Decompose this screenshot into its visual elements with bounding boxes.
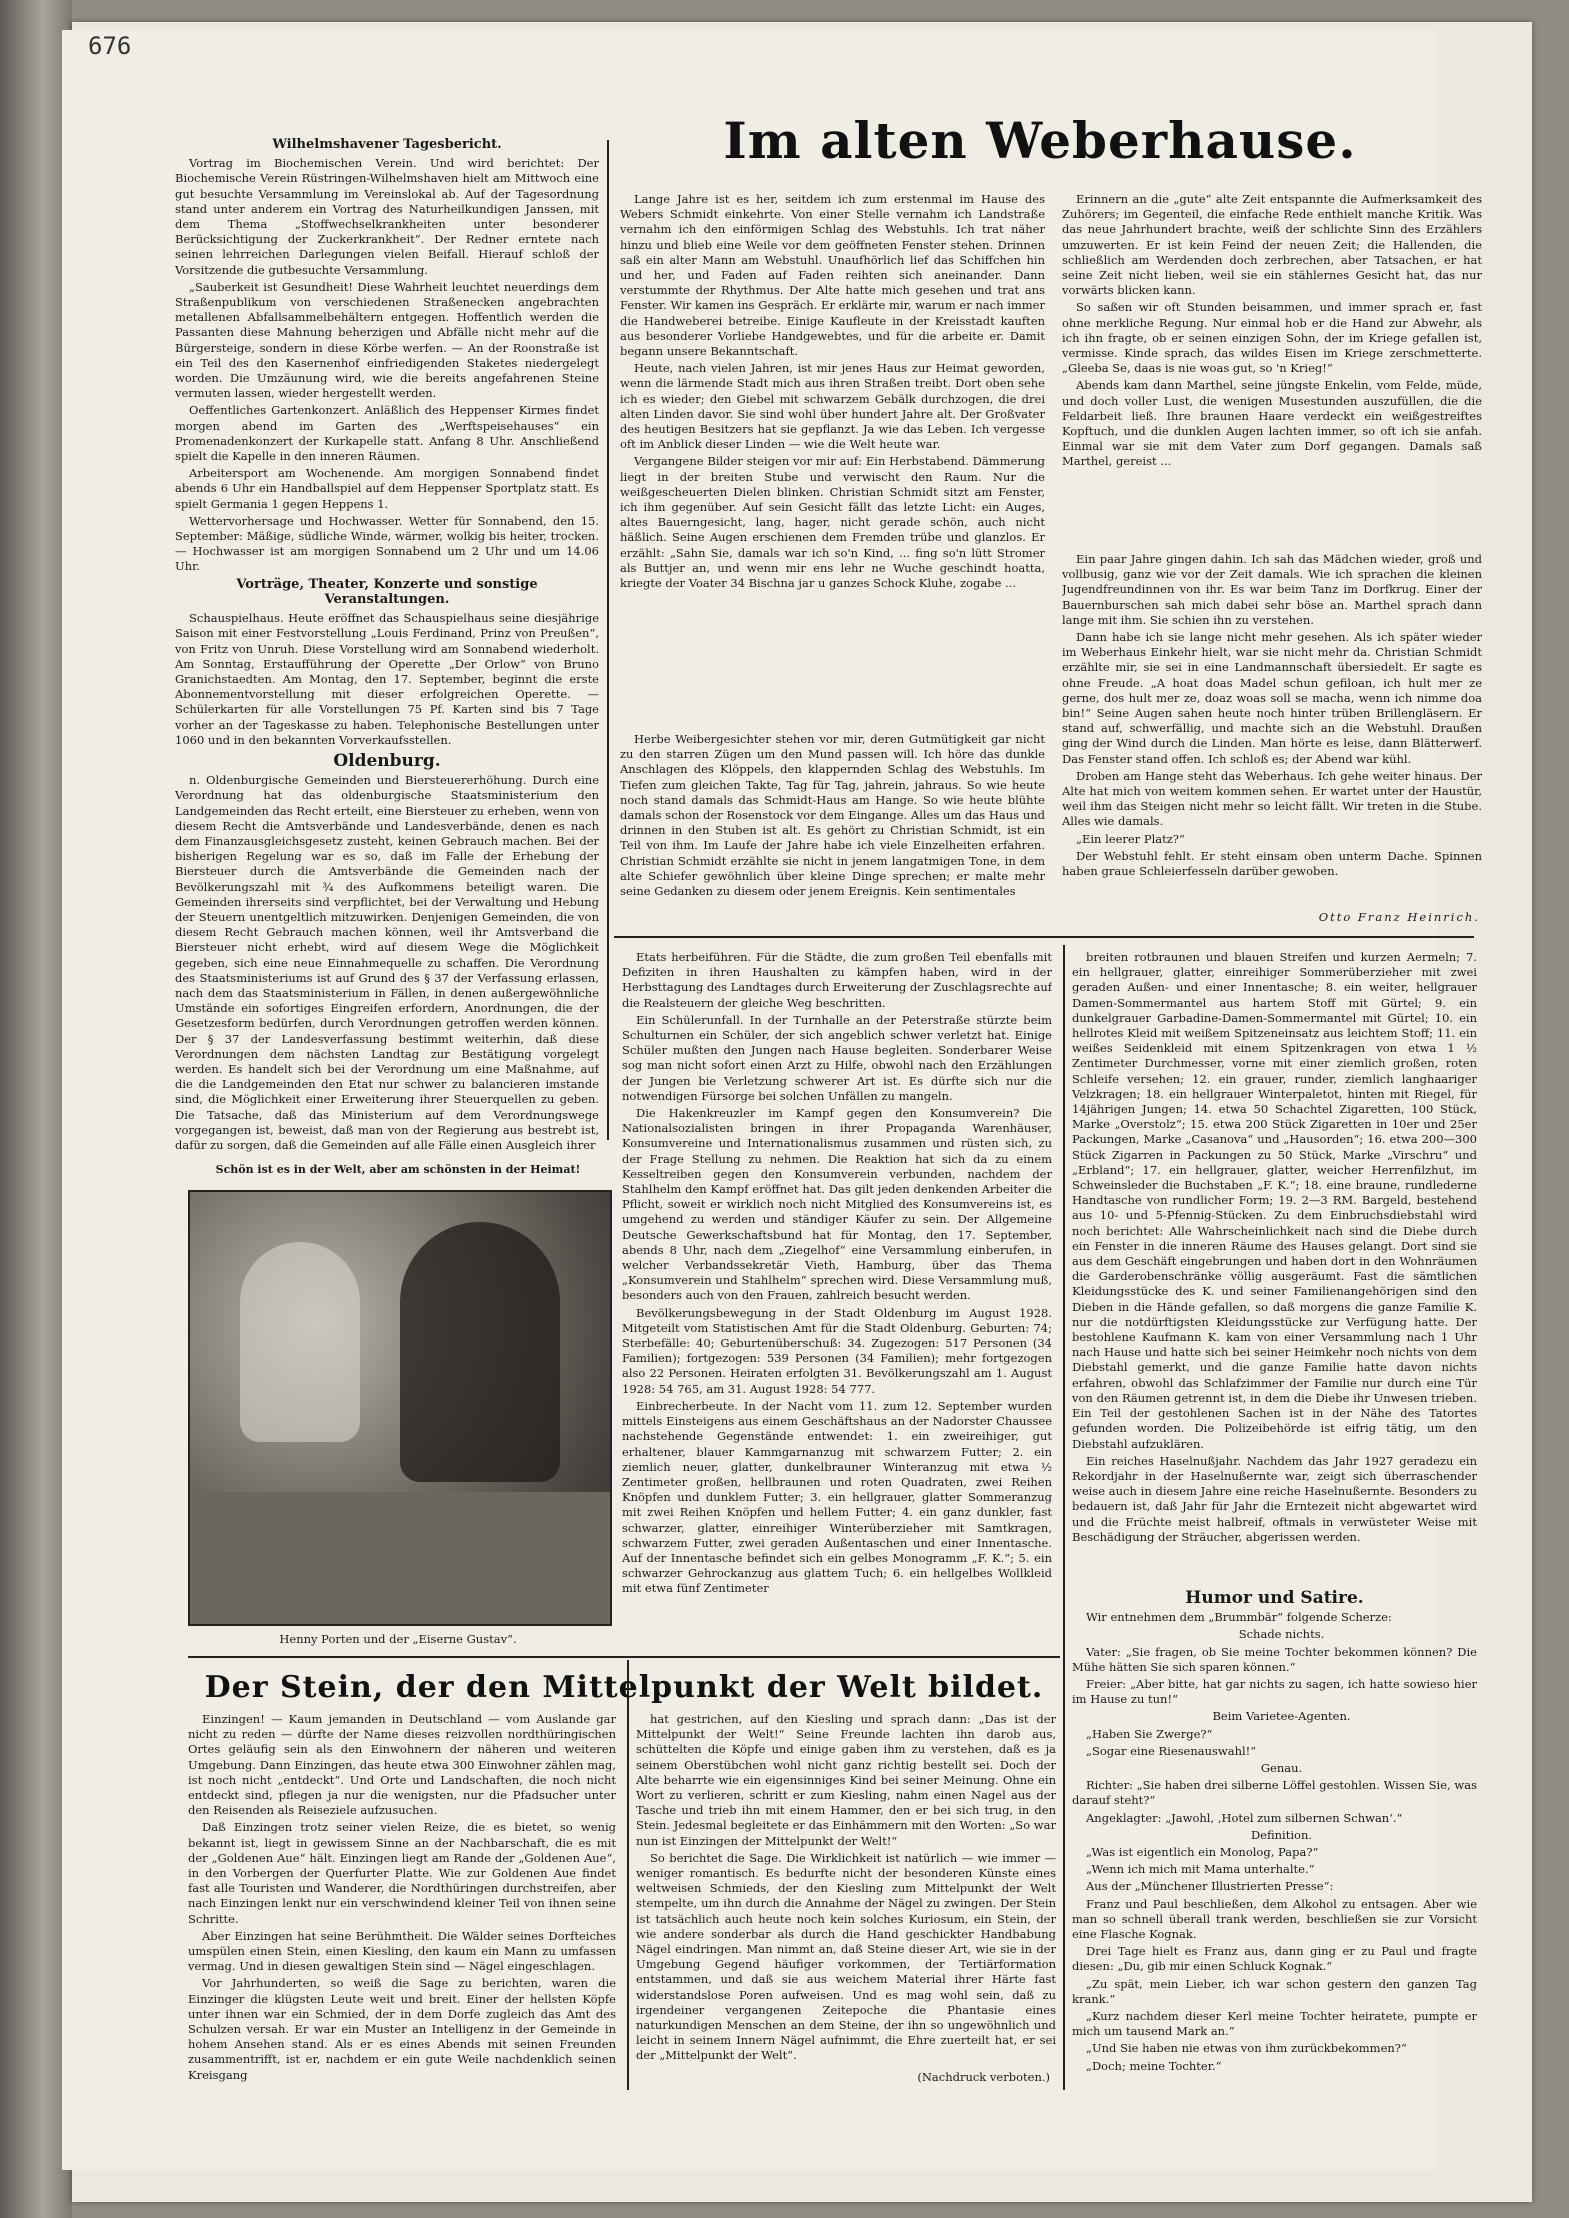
article-paragraph: Bevölkerungsbewegung in der Stadt Oldenburg im August 1928. Mitgeteilt vom Statistischen Amt für die Stadt Oldenburg. Geburten: 74; Sterbefälle: 40; Geburtenüberschuß: 34. Zugezogen: 517 Personen (34 Familien); fortgezogen: 539 Personen (34 Familien); mehr fortgezogen also 22 Personen. Heiraten erfolgten 31. Bevölkerungszahl am 1. August 1928: 54 765, am 31. August 1928: 54 777. [622,1305,1052,1396]
article-paragraph: Vergangene Bilder steigen vor mir auf: Ein Herbstabend. Dämmerung liegt in der breiten Stube und verwischt den Raum. Nur die weißgescheuerten Dielen blinken. Christian Schmidt sitzt am Fenster, ich ihm gegenüber. Auf sein Gesicht fällt das letzte Licht: ein Auges, altes Bauerngesicht, lang, hager, nicht gerade schön, auch nicht häßlich. Seine Augen erschienen dem Fremden trübe und glanzlos. Er erzählt: „Sahn Sie, damals war ich so'n Kind, ... fing so'n lütt Stromer als Buttjer an, und wenn mir ens lehr ne Wuche geschindt hoatta, kriegte der Voater 34 Bischna jar u ganzes Schock Kluhe, zogabe ... [620,454,1045,591]
photo-caption: Henny Porten und der „Eiserne Gustav“. [279,1632,517,1646]
humor-line: Franz und Paul beschließen, dem Alkohol zu entsagen. Aber wie man so schnell überall trank werden, beschließen sie zur Vorsicht eine Flasche Kognak. [1072,1896,1477,1942]
humor-line: Richter: „Sie haben drei silberne Löffel gestohlen. Wissen Sie, was darauf steht?“ [1072,1778,1477,1808]
author-signature: Otto Franz Heinrich. [1318,910,1480,924]
article-paragraph: Lange Jahre ist es her, seitdem ich zum erstenmal im Hause des Webers Schmidt einkehrte. Von einer Stelle vernahm ich Landstraße vernahm ich den einförmigen Schlag des Webstuhls. Ich trat näher hinzu und blieb eine Weile vor dem geöffneten Fenster stehen. Drinnen saß ein alter Mann am Webstuhl. Unaufhörlich lief das Schiffchen hin und her, und Faden auf Faden reihten sich aneinander. Dann verstummte der Rhythmus. Der Alte hatte mich gesehen und trat ans Fenster. Wir kamen ins Gespräch. Er erklärte mir, warum er nach immer die Handweberei betreibe. Einige Kaufleute in der Kreisstadt kauften aus besonderer Vorliebe Handgewebtes, und für die arbeite er. Damit begann unsere Bekanntschaft. [620,192,1045,359]
humor-line: Vater: „Sie fragen, ob Sie meine Tochter bekommen können? Die Mühe hätten Sie sich sparen können.“ [1072,1644,1477,1674]
humor-subhead: Definition. [1250,1827,1313,1842]
article-paragraph: Herbe Weibergesichter stehen vor mir, deren Gutmütigkeit gar nicht zu den starren Zügen um den Mund passen will. Ich höre das dunkle Anschlagen des Klöppels, den klappernden Schlag des Webstuhls. Im Tiefen zum gleichen Takte, Tag für Tag, jahrein, jahraus. So wie heute noch stand damals das Schmidt-Haus am Hange. So wie heute blühte damals schon der Rosenstock vor dem Eingange. Alles um das Haus und drinnen in den Stuben ist alt. Es gehört zu Christian Schmidt, ist ein Teil von ihm. Im Laufe der Jahre habe ich viele Einzelheiten erfahren. Christian Schmidt erzählte sie nicht in jenem langatmigen Tone, in dem alte Schiefer gewöhnlich über kleine Dinge sprechen; er malte mehr seine Gedanken zu diesem oder jenem Ereignis. Kein sentimentales [620,732,1045,899]
article-paragraph: So saßen wir oft Stunden beisammen, und immer sprach er, fast ohne merkliche Regung. Nur einmal hob er die Hand zur Abwehr, als ich ihn fragte, ob er seinen einzigen Sohn, der im Kriege gefallen ist, vermisse. Kinde sprach, das wildes Eisen im Kriege zerschmetterte. „Gleeba Se, daas is nie woas gut, so 'n Krieg!“ [1062,300,1482,376]
page-number: 676 [88,32,132,60]
humor-line: „Sogar eine Riesenauswahl!“ [1086,1743,1257,1758]
stein-title: Der Stein, der den Mittelpunkt der Welt bildet. [204,1670,1044,1705]
humor-line: „Und Sie haben nie etwas von ihm zurückbekommen?“ [1086,2041,1407,2056]
article-paragraph: Abends kam dann Marthel, seine jüngste Enkelin, vom Felde, müde, und doch voller Lust, die wenigen Musestunden auszufüllen, die die Feldarbeit ließ. Ihre braunen Haare verdeckt ein weißgestreiftes Kopftuch, und die dunklen Augen lachten immer, so oft ich sie anfah. Einmal war sie mit dem Vater zum Dorf gegangen. Damals saß Marthel, gereist ... [1062,378,1482,469]
humor-line: Angeklagter: „Jawohl, ‚Hotel zum silbernen Schwan‘.“ [1086,1810,1403,1825]
article-paragraph: „Ein leerer Platz?“ [1076,831,1185,846]
section-rule [188,1656,1060,1658]
article-paragraph: n. Oldenburgische Gemeinden und Biersteuererhöhung. Durch eine Verordnung hat das oldenburgische Staatsministerium den Landgemeinden das Recht erteilt, eine Biersteuer zu erheben, wenn von diesem Recht die Amtsverbände und Landesverbände, denen es nach dem Finanzausgleichsgesetz zusteht, keinen Gebrauch machen. Bei der bisherigen Regelung war es so, daß im Falle der Erhebung der Biersteuer durch die Amtsverbände die Gemeinden nach der Bevölkerungszahl mit ¾ des Aufkommens beteiligt waren. Die Gemeinden ihrerseits sind verpflichtet, bei der Verwaltung und Hebung der Steuern unentgeltlich mitzuwirken. Denjenigen Gemeinden, die von diesem Recht Gebrauch machen können, weil ihr Amtsverband die Biersteuer nicht erhebt, wird auf diesem Wege die Möglichkeit gegeben, sich eine neue Einnahmequelle zu schaffen. Die Verordnung des Staatsministeriums ist auf Grund des § 37 der Verfassung erlassen, nach dem das Staatsministerium in Fällen, in denen außergewöhnliche Umstände ein sofortiges Eingreifen erfordern, Anordnungen, die der Gesetzesform bedürfen, durch Verordnungen getroffen werden können. Der § 37 der Landesverfassung bestimmt weiterhin, daß diese Verordnungen dem nächsten Landtag zur Bestätigung vorgelegt werden. Es handelt sich bei der Verordnung um eine Maßnahme, auf die die Landgemeinden den Etat nur schwer zu balancieren imstande sind, die Möglichkeit einer Erweiterung ihrer Steuerquellen zu geben. Die Tatsache, daß das Ministerium auf dem Verordnungswege vorgegangen ist, beweist, daß man von der Regierung aus bestrebt ist, dafür zu sorgen, daß die Gemeinden auf alle Fälle einen Ausgleich ihrer [175,773,599,1152]
humor-line: Aus der „Münchener Illustrierten Presse“: [1086,1879,1334,1894]
humor-line: Freier: „Aber bitte, hat gar nichts zu sagen, ich hatte sowieso hier im Hause zu tun!“ [1072,1677,1477,1707]
stein-col-1 [188,1712,616,2090]
article-paragraph: Vortrag im Biochemischen Verein. Und wird berichtet: Der Biochemische Verein Rüstringen-Wilhelmshaven hielt am Mittwoch eine gut besuchte Versammlung im Vereinslokal ab. Auf der Tagesordnung stand unter anderem ein Vortrag des Naturheilkundigen Janssen, mit dem Thema „Stoffwechselkrankheiten unter besonderer Berücksichtigung der Zuckerkrankheit“. Der Redner erntete nach seinen lehrreichen Darlegungen vielen Beifall. Hierauf schloß der Vorsitzende die gutbesuchte Versammlung. [175,156,599,277]
article-paragraph: Aber Einzingen hat seine Berühmtheit. Die Wälder seines Dorfteiches umspülen einen Stein, einen Kiesling, den kaum ein Mann zu umfassen vermag. Und in diesen gewaltigen Stein sind — Nägel eingeschlagen. [188,1928,616,1974]
article-paragraph: Einbrecherbeute. In der Nacht vom 11. zum 12. September wurden mittels Einsteigens aus einem Geschäftshaus an der Nadorster Chaussee nachstehende Gegenstände entwendet: 1. ein zweireihiger, gut erhaltener, blauer Kammgarnanzug mit schwarzem Futter; 2. ein ziemlich neuer, glatter, dunkelbrauner Winteranzug mit etwa ½ Zentimeter großen, hellbraunen und roten Quadraten, zwei Reihen Knöpfen und dunklem Futter; 3. ein hellgrauer, glatter Sommeranzug mit zwei Reihen Knöpfen und hellem Futter; 4. ein ganz dunkler, fast schwarzer, glatter, einreihiger Winterüberzieher mit Samtkragen, schwarzem Futter, zwei geraden Außentaschen und einer Innentasche. Auf der Innentasche befindet sich ein gelbes Monogramm „F. K.“; 5. ein schwarzer Gehrockanzug aus glattem Tuch; 6. ein hellgelbes Wollkleid mit etwa fünf Zentimeter [622,1398,1052,1596]
photo-henny-porten [188,1190,612,1626]
section-rule [614,936,1474,938]
photo-table [190,1492,610,1624]
article-paragraph: Wettervorhersage und Hochwasser. Wetter für Sonnabend, den 15. September: Mäßige, südliche Winde, wärmer, wolkig bis heiter, trocken. — Hochwasser ist am morgigen Sonnabend um 2 Uhr und um 14.06 Uhr. [175,513,599,574]
feature-col-1 [620,192,1045,732]
feature-title: Im alten Weberhause. [723,111,1357,170]
humor-line: „Kurz nachdem dieser Kerl meine Tochter heiratete, pumpte er mich um tausend Mark an.“ [1072,2009,1477,2039]
stein-col-2 [636,1712,1056,2067]
stein-footer: (Nachdruck verboten.) [917,2070,1050,2084]
left-column [175,135,599,1155]
article-paragraph: Schauspielhaus. Heute eröffnet das Schauspielhaus seine diesjährige Saison mit einer Festvorstellung „Louis Ferdinand, Prinz von Preußen“, von Fritz von Unruh. Diese Vorstellung wird am Sonnabend wiederholt. Am Sonntag, Erstaufführung der Operette „Der Orlow“ von Bruno Granichstaedten. Am Montag, den 17. September, beginnt die erste Abonnementvorstellung mit dieser erfolgreichen Operette. — Schülerkarten für alle Vorstellungen 75 Pf. Karten sind bis 7 Tage vorher an der Tageskasse zu haben. Telephonische Bestellungen unter 1060 und in den bekannten Vorverkaufsstellen. [175,611,599,747]
oldenburg-header: Oldenburg. [333,750,441,771]
humor-line: Drei Tage hielt es Franz aus, dann ging er zu Paul und fragte diesen: „Du, gib mir einen Schluck Kognak.“ [1072,1944,1477,1974]
humor-line: „Haben Sie Zwerge?“ [1086,1726,1213,1741]
article-paragraph: Ein reiches Haselnußjahr. Nachdem das Jahr 1927 geradezu ein Rekordjahr in der Haselnußernte war, zeigt sich überraschender weise auch in diesem Jahre eine reiche Haselnußernte. Besonders zu bedauern ist, daß Jahr für Jahr die Erntezeit nicht abgewartet wird und die Früchte meist halbreif, oftmals in verwüsteter Weise mit Beschädigung der Sträucher, abgerissen werden. [1072,1453,1477,1544]
photo-figure-man [400,1222,560,1482]
article-paragraph: Arbeitersport am Wochenende. Am morgigen Sonnabend findet abends 6 Uhr ein Handballspiel auf dem Heppenser Sportplatz statt. Es spielt Germania 1 gegen Heppens 1. [175,466,599,511]
article-paragraph: breiten rotbraunen und blauen Streifen und kurzen Aermeln; 7. ein hellgrauer, glatter, einreihiger Sommerüberzieher mit zwei geraden Außen- und einer Innentasche; 8. ein weiter, hellgrauer Damen-Sommermantel aus hartem Stoff mit Gürtel; 9. ein dunkelgrauer Garbadine-Damen-Sommermantel mit Gürtel; 10. ein hellrotes Kleid mit weißem Spitzeneinsatz aus leichtem Stoff; 11. ein weißes Seidenkleid mit einem Spitzenkragen von etwa 1 ½ Zentimeter Durchmesser, vorne mit einer ziemlich großen, roten Schleife versehen; 12. ein grauer, runder, ziemlich langhaariger Velzkragen; 18. ein hellgrauer Winterpaletot, hinten mit Riegel, für 14jährigen Jungen; 14. etwa 50 Schachtel Zigaretten, 100 Stück, Marke „Overstolz“; 15. etwa 200 Stück Zigaretten in 10er und 25er Packungen, Marke „Casanova“ und „Hausorden“; 16. etwa 200—300 Stück Zigarren in Packungen zu 50 Stück, Marke „Virschru“ und „Erbland“; 17. ein hellgrauer, glatter, weicher Herrenfilzhut, im Schweinsleder die Buchstaben „F. K.“; 18. eine braune, rundlederne Handtasche von rundlicher Form; 19. 2—3 RM. Bargeld, bestehend aus 10- und 5-Pfennig-Stücken. Zu dem Einbruchsdiebstahl wird noch berichtet: Alle Wahrscheinlichkeit nach sind die Diebe durch ein Fenster in die inneren Räume des Hauses gelangt. Dort sind sie aus dem Geschäft eingebrungen und haben dort in den Wohnräumen die Garderobenschränke völlig ausgeräumt. Fast die sämtlichen Kleidungsstücke des K. und seiner Familienangehörigen sind den Dieben in die Hände gefallen, so daß morgens die ganze Familie K. nur die notdürftigsten Kleidungsstücke zur Verfügung hatte. Der bestohlene Kaufmann K. kam von einer Versammlung nach 1 Uhr nach Hause und hatte sich bei seiner Heimkehr noch nichts von dem Diebstahl gemerkt, und die ganze Familie hatte davon nichts erfahren, obwohl das Schlafzimmer der Familie nur durch eine Tür von den Räumen getrennt ist, in dem die Diebe ihr Unwesen trieben. Ein Teil der gestohlenen Sachen ist in der Nähe des Tatortes gefunden worden. Die Polizeibehörde ist eifrig tätig, um den Diebstahl aufzuklären. [1072,950,1477,1451]
article-paragraph: Erinnern an die „gute“ alte Zeit entspannte die Aufmerksamkeit des Zuhörers; im Gegenteil, die einfache Rede enthielt manche Kritik. Was das neue Jahrhundert brachte, weiß der schlichte Sinn des Erzählers umzuwerten. Er ist kein Feind der neuen Zeit; die Hallenden, die schließlich am Werdenden doch zerbrechen, aber Tatsachen, er hat seine Zeit nicht lieben, weil sie ein stählernes Gesicht hat, das nur vorwärts blicken kann. [1062,192,1482,298]
section-header: Wilhelmshavener Tagesbericht. [272,137,502,152]
feature-col-4 [1062,552,1482,907]
article-paragraph: Droben am Hange steht das Weberhaus. Ich gehe weiter hinaus. Der Alte hat mich von weitem kommen sehen. Er wartet unter der Haustür, weil ihm das Steigen nicht mehr so leicht fällt. Wir treten in die Stube. Alles wie damals. [1062,768,1482,829]
article-paragraph: Ein Schülerunfall. In der Turnhalle an der Peterstraße stürzte beim Schulturnen ein Schüler, der sich angeblich schwer verletzt hat. Einige Schüler mußten den Jungen nach Hause begleiten. Sonderbarer Weise sog man nicht sofort einen Arzt zu Hilfe, obwohl nach den Erzählungen der Jungen bie Verletzung schwerer Art ist. Es dürfte sich nur die notwendigen Fürsorge bei solchen Unfällen zu mangeln. [622,1012,1052,1103]
right-column [1072,950,1477,1590]
article-paragraph: Vor Jahrhunderten, so weiß die Sage zu berichten, waren die Einzinger die klügsten Leute weit und breit. Einer der hellsten Köpfe unter ihnen war ein Schmied, der in dem Dorfe zugleich das Amt des Schulzen versah. Er war ein Muster an Intelligenz in der Gemeinde in hohem Ansehen stand. Als er es eines Abends mit seinen Freunden zusammentrifft, ist er, nachdem er ein gute Weile nachdenklich seinen Kreisgang [188,1976,616,2082]
article-paragraph: Einzingen! — Kaum jemanden in Deutschland — vom Auslande gar nicht zu reden — dürfte der Name dieses reizvollen nordthüringischen Ortes geläufig sein als den Einwohnern der näheren und weiteren Umgebung. Dann Einzingen, das heute etwa 300 Einwohner zählen mag, ist noch nicht „entdeckt“. Und Orte und Landschaften, die noch nicht entdeckt sind, pflegen ja nur die wenigsten, nur die Pfadsucher unter den Reisenden als Reiseziele aufzusuchen. [188,1712,616,1818]
article-paragraph: Dann habe ich sie lange nicht mehr gesehen. Als ich später wieder im Weberhaus Einkehr hielt, war sie nicht mehr da. Christian Schmidt erzählte mir, sie sei in eine Landmannschaft übersiedelt. Er sagte es ohne Freude. „A hoat doas Madel schun gefiloan, ich hult mer ze gerne, dos hult mer ze, doaz woas soll se macha, wenn ich nimme doa bin!“ Seine Augen sahen heute noch hinter trüben Brillengläsern. Er stand auf, schwerfällig, und machte sich an die Webstuhl. Draußen ging der Wind durch die Linden. Man hörte es leise, dann Blätterwerf. Das Fenster stand offen. Ich schloß es; der Abend war kühl. [1062,630,1482,766]
humor-intro: Wir entnehmen dem „Brummbär“ folgende Scherze: [1086,1610,1392,1625]
humor-line: „Doch; meine Tochter.“ [1086,2058,1222,2073]
article-paragraph: Etats herbeiführen. Für die Städte, die zum großen Teil ebenfalls mit Defiziten in ihren Haushalten zu kämpfen haben, wird in der Herbsttagung des Landtages durch Erweiterung der Zuschlagsrechte auf die Realsteuern der gleiche Weg beschritten. [622,950,1052,1010]
article-paragraph: Heute, nach vielen Jahren, ist mir jenes Haus zur Heimat geworden, wenn die lärmende Stadt mich aus ihren Straßen treibt. Dort oben sehe ich es wieder; den Giebel mit schwarzem Gebälk durchzogen, die drei alten Linden davor. Sie sind wohl über hundert Jahre alt. Der Großvater des heutigen Besitzers hat sie gepflanzt. Ja wie das Leben. Ich vergesse oft im Anblick dieser Linden — wie die Welt heute war. [620,361,1045,452]
humor-line: „Zu spät, mein Lieber, ich war schon gestern den ganzen Tag krank.“ [1072,1976,1477,2006]
feature-col-3 [620,732,1045,932]
feature-col-2 [1062,192,1482,552]
article-paragraph: „Sauberkeit ist Gesundheit! Diese Wahrheit leuchtet neuerdings dem Straßenpublikum von verschiedenen Straßenecken angebrachten metallenen Abfallsammelbehältern entgegen. Hoffentlich werden die Passanten diese Mahnung beherzigen und Abfälle nicht mehr auf die Bürgersteige, sondern in diese Körbe werfen. — An der Roonstraße ist ein Teil des den Kasernenhof einfriedigenden Staketes niedergelegt worden. Die Umzäunung wird, wie die bereits angefahrenen Steine vermuten lassen, wieder hergestellt werden. [175,279,599,401]
column-rule [607,140,609,1140]
humor-header: Humor und Satire. [1185,1588,1364,1608]
humor-subhead: Beim Varietee-Agenten. [1212,1709,1351,1724]
middle-column [622,950,1052,1640]
humor-subhead: Schade nichts. [1238,1627,1325,1642]
humor-line: „Wenn ich mich mit Mama unterhalte.“ [1086,1862,1315,1877]
article-paragraph: Ein paar Jahre gingen dahin. Ich sah das Mädchen wieder, groß und vollbusig, ganz wie vor der Zeit damals. Wie ich sprachen die kleinen Jugendfreundinnen von ihr. Es war beim Tanz im Dorfkrug. Einer der Bauernburschen sah mich dabei sehr böse an. Marthel sprach dann lange mit ihm. Sie schien ihn zu verstehen. [1062,552,1482,627]
column-rule [627,1660,629,2090]
article-paragraph: Der Webstuhl fehlt. Er steht einsam oben unterm Dache. Spinnen haben graue Schleierfesseln darüber gewoben. [1062,848,1482,879]
article-paragraph: Oeffentliches Gartenkonzert. Anläßlich des Heppenser Kirmes findet morgen abend im Garten des „Werftspeisehauses“ ein Promenadenkonzert der Kurkapelle statt. Anfang 8 Uhr. Anschließend spielt die Kapelle in den inneren Räumen. [175,403,599,464]
humor-subhead: Genau. [1260,1761,1303,1776]
humor-line: „Was ist eigentlich ein Monolog, Papa?“ [1086,1845,1319,1860]
column-rule [1063,945,1065,2090]
article-paragraph: So berichtet die Sage. Die Wirklichkeit ist natürlich — wie immer — weniger romantisch. Es bedurfte nicht der besonderen Künste eines weltweisen Schmieds, der den Kiesling zum Mittelpunkt der Welt stempelte, um ihn durch die Annahme der Nägel zu zwingen. Der Stein ist tatsächlich auch heute noch kein solches Kuriosum, ein Stein, der wie andere sonderbar als durch die Hand geschickter Handbabung Nägel eindringen. Man nimmt an, daß Steine dieser Art, wie sie in der Umgebung Gegend häufiger vorkommen, der Tertiärformation entstammen, und daß sie aus weichem Material ihrer Härte fast widerstandslose Poren aufweisen. Und es mag wohl sein, daß zu irgendeiner vergangenen Zeitepoche die Phantasie eines naturkundigen Menschen an dem Steine, der ihn so ungewöhnlich und leicht in seinem Innern Nägel aufnimmt, die Ehre zuerteilt hat, er sei der „Mittelpunkt der Welt“. [636,1850,1056,2063]
article-paragraph: Daß Einzingen trotz seiner vielen Reize, die es bietet, so wenig bekannt ist, liegt in gewissem Sinne an der Nachbarschaft, die es mit der „Goldenen Aue“ hält. Einzingen liegt am Rande der „Goldenen Aue“, in den Vorbergen der Querfurter Platte. Wie zur Goldenen Aue findet fast alle Touristen und Wanderer, die Nordthüringen durchstreifen, aber nach Einzingen lenkt nur ein verschwindend kleiner Teil von ihnen seine Schritte. [188,1820,616,1926]
photo-caption-top: Schön ist es in der Welt, aber am schönsten in der Heimat! [215,1163,581,1176]
humor-section [1072,1585,1477,2090]
article-paragraph: Die Hakenkreuzler im Kampf gegen den Konsumverein? Die Nationalsozialisten bringen in ihrer Propaganda Warenhäuser, Konsumvereine und Internationalismus zusammen und rüsten sich, zu der Frage Stellung zu nehmen. Die Reaktion hat sich da zu einem Kesseltreiben gegen den Konsumverein verbunden, nachdem der Stahlhelm den Kampf eröffnet hat. Das gilt jeden denkenden Arbeiter die Pflicht, soweit er wirklich noch nicht Mitglied des Konsumvereins ist, es umgehend zu werden und ständiger Käufer zu sein. Der Allgemeine Deutsche Gewerkschaftsbund hat für Montag, den 17. September, abends 8 Uhr, nach dem „Ziegelhof“ eine Versammlung einberufen, in welcher Verbandssekretär Vieth, Hamburg, über das Thema „Konsumverein und Stahlhelm“ sprechen wird. Diese Versammlung muß, besonders auch von den Frauen, zahlreich besucht werden. [622,1106,1052,1303]
sub-header: Vorträge, Theater, Konzerte und sonstige Veranstaltungen. [236,576,538,607]
article-paragraph: hat gestrichen, auf den Kiesling und sprach dann: „Das ist der Mittelpunkt der Welt!“ Seine Freunde lachten ihn darob aus, schüttelten die Köpfe und einige gaben ihm zu verstehen, daß es ja seinem Oberstübchen wohl nicht ganz richtig bestellt sei. Doch der Alte beharrte wie ein eigensinniges Kind bei seiner Meinung. Ohne ein Wort zu verlieren, schritt er zum Kiesling, nahm einen Nagel aus der Tasche und trieb ihn mit einem Hammer, den er bei sich trug, in den Stein. Jedesmal begleitete er das Einhämmern mit den Worten: „So war nun ist Einzingen der Mittelpunkt der Welt!“ [636,1712,1056,1848]
photo-figure-woman [240,1242,360,1442]
